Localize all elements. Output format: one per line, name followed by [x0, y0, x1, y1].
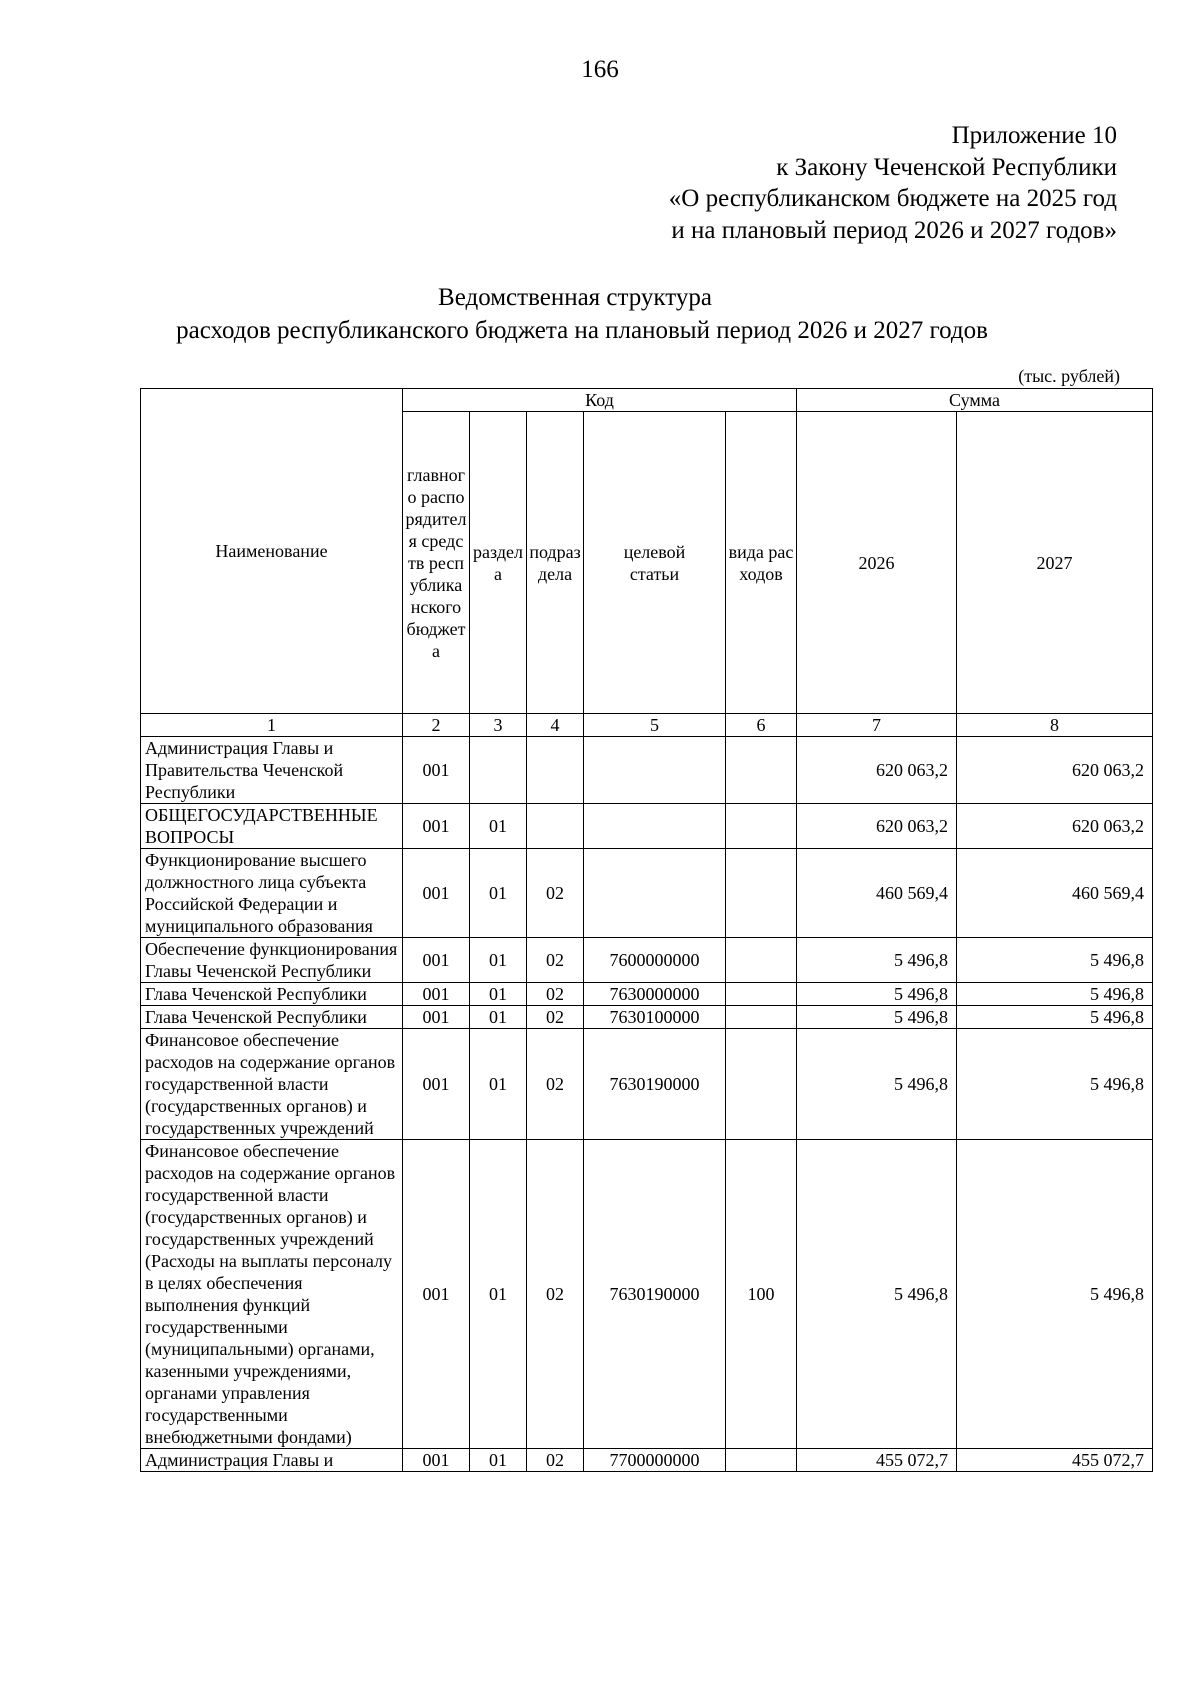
- row-2027: 5 496,8: [957, 1006, 1153, 1029]
- table-row: [141, 1006, 1153, 1029]
- row-razdel: 01: [470, 804, 527, 849]
- row-podrazdel: 02: [527, 938, 584, 983]
- col-number: 5: [584, 714, 726, 737]
- row-name: Финансовое обеспечение расходов на содержание органов государственной власти (государственных органов) и государственных учреждений: [141, 1029, 403, 1140]
- table-row: [141, 938, 1153, 983]
- column-number-row: [141, 714, 1153, 737]
- row-vid: [726, 1449, 797, 1472]
- row-glavn: 001: [403, 804, 470, 849]
- row-vid: [726, 1006, 797, 1029]
- row-glavn: 001: [403, 1140, 470, 1449]
- row-target: 7630100000: [584, 1006, 726, 1029]
- row-podrazdel: 02: [527, 1006, 584, 1029]
- row-target: 7630190000: [584, 1029, 726, 1140]
- row-name: ОБЩЕГОСУДАРСТВЕННЫЕ ВОПРОСЫ: [141, 804, 403, 849]
- units-label: (тыс. рублей): [1018, 366, 1120, 386]
- row-vid: [726, 938, 797, 983]
- header-2027: 2027: [957, 412, 1153, 714]
- col-number: 8: [957, 714, 1153, 737]
- row-target: [584, 804, 726, 849]
- table-row: [141, 983, 1153, 1006]
- row-2026: 620 063,2: [797, 737, 957, 804]
- row-glavn: 001: [403, 983, 470, 1006]
- title-line-1: Ведомственная структура: [438, 284, 712, 311]
- table-row: [141, 849, 1153, 938]
- appendix-header: [669, 120, 1117, 246]
- header-vid: вида расходов: [726, 412, 797, 714]
- header-2026: 2026: [797, 412, 957, 714]
- row-podrazdel: 02: [527, 849, 584, 938]
- row-target: 7630190000: [584, 1140, 726, 1449]
- row-name: Глава Чеченской Республики: [141, 1006, 403, 1029]
- row-2027: 620 063,2: [957, 804, 1153, 849]
- header-podrazdel: подраздела: [527, 412, 584, 714]
- row-2027: 5 496,8: [957, 938, 1153, 983]
- header-target: [584, 412, 726, 714]
- row-podrazdel: 02: [527, 983, 584, 1006]
- row-name: Обеспечение функционирования Главы Чеченской Республики: [141, 938, 403, 983]
- row-razdel: 01: [470, 1449, 527, 1472]
- row-podrazdel: [527, 804, 584, 849]
- row-target: [584, 737, 726, 804]
- row-target: [584, 849, 726, 938]
- row-2026: 5 496,8: [797, 983, 957, 1006]
- col-number: 3: [470, 714, 527, 737]
- row-vid: [726, 983, 797, 1006]
- row-glavn: 001: [403, 938, 470, 983]
- header-razdel: раздела: [470, 412, 527, 714]
- col-number: 1: [141, 714, 403, 737]
- row-vid: 100: [726, 1140, 797, 1449]
- row-glavn: 001: [403, 849, 470, 938]
- table-row: [141, 804, 1153, 849]
- row-2027: 5 496,8: [957, 1140, 1153, 1449]
- col-number: 2: [403, 714, 470, 737]
- appendix-line-2: к Закону Чеченской Республики: [776, 153, 1117, 181]
- appendix-line-4: и на плановый период 2026 и 2027 годов»: [671, 216, 1117, 244]
- row-razdel: 01: [470, 938, 527, 983]
- row-name: Функционирование высшего должностного лица субъекта Российской Федерации и муниципального образования: [141, 849, 403, 938]
- col-number: 4: [527, 714, 584, 737]
- row-2027: 5 496,8: [957, 983, 1153, 1006]
- row-podrazdel: 02: [527, 1140, 584, 1449]
- row-podrazdel: 02: [527, 1029, 584, 1140]
- header-target-text: целевой статьи: [623, 541, 686, 584]
- row-name: Администрация Главы и Правительства Чеченской Республики: [141, 737, 403, 804]
- row-razdel: 01: [470, 1140, 527, 1449]
- row-razdel: 01: [470, 983, 527, 1006]
- row-vid: [726, 849, 797, 938]
- row-name: Финансовое обеспечение расходов на содержание органов государственной власти (государственных органов) и государственных учреждений (Расходы на выплаты персоналу в целях обеспечения выполнения функций государственными (муниципальными) органами, казенными учреждениями, органами управления государственными внебюджетными фондами): [141, 1140, 403, 1449]
- header-glavn: главного распорядителя средств республиканского бюджета: [403, 412, 470, 714]
- row-vid: [726, 1029, 797, 1140]
- row-glavn: 001: [403, 1006, 470, 1029]
- row-glavn: 001: [403, 1029, 470, 1140]
- row-2027: 5 496,8: [957, 1029, 1153, 1140]
- row-name: Глава Чеченской Республики: [141, 983, 403, 1006]
- row-razdel: 01: [470, 1029, 527, 1140]
- table-row: [141, 1140, 1153, 1449]
- row-2026: 5 496,8: [797, 1029, 957, 1140]
- row-glavn: 001: [403, 737, 470, 804]
- header-name: Наименование: [141, 389, 403, 714]
- row-2026: 455 072,7: [797, 1449, 957, 1472]
- row-razdel: 01: [470, 849, 527, 938]
- row-2026: 5 496,8: [797, 1006, 957, 1029]
- document-title: [0, 281, 1200, 347]
- row-vid: [726, 804, 797, 849]
- row-2027: 460 569,4: [957, 849, 1153, 938]
- row-2026: 5 496,8: [797, 1140, 957, 1449]
- row-podrazdel: 02: [527, 1449, 584, 1472]
- col-number: 6: [726, 714, 797, 737]
- header-code-group: Код: [403, 389, 797, 412]
- row-2026: 5 496,8: [797, 938, 957, 983]
- appendix-line-1: Приложение 10: [951, 122, 1117, 149]
- row-name: Администрация Главы и: [141, 1449, 403, 1472]
- row-vid: [726, 737, 797, 804]
- title-line-2: расходов республиканского бюджета на плановый период 2026 и 2027 годов: [176, 317, 988, 344]
- row-2026: 620 063,2: [797, 804, 957, 849]
- table-row: [141, 737, 1153, 804]
- row-glavn: 001: [403, 1449, 470, 1472]
- row-podrazdel: [527, 737, 584, 804]
- col-number: 7: [797, 714, 957, 737]
- row-razdel: [470, 737, 527, 804]
- page-number: 166: [581, 56, 619, 83]
- row-target: 7630000000: [584, 983, 726, 1006]
- appendix-line-3: «О республиканском бюджете на 2025 год: [668, 185, 1117, 212]
- row-2027: 620 063,2: [957, 737, 1153, 804]
- row-razdel: 01: [470, 1006, 527, 1029]
- row-2027: 455 072,7: [957, 1449, 1153, 1472]
- header-sum-group: Сумма: [797, 389, 1153, 412]
- row-2026: 460 569,4: [797, 849, 957, 938]
- row-target: 7600000000: [584, 938, 726, 983]
- row-target: 7700000000: [584, 1449, 726, 1472]
- table-row: [141, 1449, 1153, 1472]
- table-row: [141, 1029, 1153, 1140]
- budget-table: [140, 388, 1153, 1472]
